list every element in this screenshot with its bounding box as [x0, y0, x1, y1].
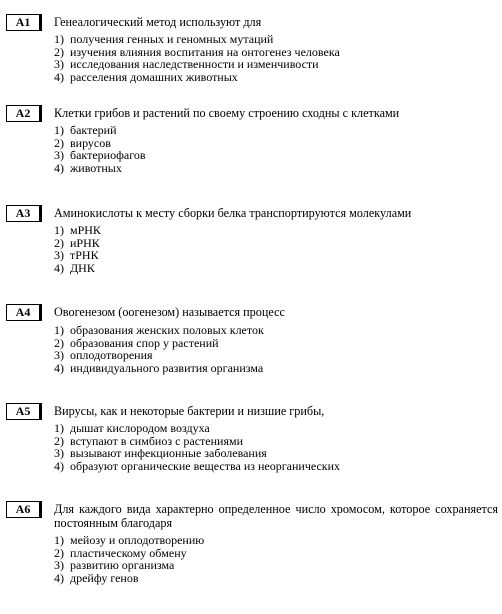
answer-option-4[interactable]: 4) животных [54, 161, 122, 176]
answer-option-1[interactable]: 1) мейозу и оплодотворению [54, 533, 205, 547]
question-number-badge: A5 [6, 403, 40, 420]
answer-option-2[interactable]: 2) пластическому обмену [54, 545, 187, 560]
answer-option-4[interactable]: 4) ДНК [54, 261, 95, 276]
answer-option-3[interactable]: 3) исследования наследственности и изменчивости [54, 57, 319, 72]
answer-option-3[interactable]: 3) оплодотворения [54, 348, 153, 363]
answer-option-1[interactable]: 1) образования женских половых клеток [54, 323, 264, 337]
answer-options [54, 33, 498, 84]
question-text: Аминокислоты к месту сборки белка транспортируются молекулами [54, 206, 412, 220]
answer-option-2[interactable]: 2) изучения влияния воспитания на онтогенез человека [54, 44, 340, 59]
answer-option-4[interactable]: 4) дрейфу генов [54, 571, 139, 586]
answer-option-1[interactable]: 1) бактерий [54, 123, 117, 137]
question-number-badge: A4 [6, 304, 40, 321]
answer-option-1[interactable]: 1) дышат кислородом воздуха [54, 421, 210, 435]
answer-options [54, 534, 498, 585]
answer-option-4[interactable]: 4) расселения домашних животных [54, 70, 238, 85]
answer-option-3[interactable]: 3) тРНК [54, 248, 99, 263]
question-number-badge: A1 [6, 14, 40, 31]
answer-option-3[interactable]: 3) бактериофагов [54, 148, 146, 163]
question-text: Генеалогический метод используют для [54, 15, 262, 29]
answer-option-3[interactable]: 3) вызывают инфекционные заболевания [54, 446, 267, 461]
question-number-badge: A3 [6, 205, 40, 222]
question-text: Вирусы, как и некоторые бактерии и низшие грибы, [54, 404, 325, 418]
question-text: Для каждого вида характерно определенное число хромосом, которое сохраняется постоянным благодаря [54, 502, 498, 530]
answer-option-1[interactable]: 1) получения генных и геномных мутаций [54, 32, 274, 46]
answer-options [54, 324, 498, 375]
answer-option-4[interactable]: 4) образуют органические вещества из неорганических [54, 459, 341, 474]
answer-option-2[interactable]: 2) образования спор у растений [54, 335, 219, 350]
answer-option-2[interactable]: 2) вирусов [54, 135, 111, 150]
answer-options [54, 124, 498, 175]
question-number-badge: A6 [6, 501, 40, 518]
answer-option-3[interactable]: 3) развитию организма [54, 558, 175, 573]
answer-options [54, 224, 498, 275]
question-text: Овогенезом (оогенезом) называется процесс [54, 305, 285, 319]
answer-option-4[interactable]: 4) индивидуального развития организма [54, 361, 264, 376]
answer-option-2[interactable]: 2) иРНК [54, 235, 100, 250]
question-text: Клетки грибов и растений по своему строению сходны с клетками [54, 106, 400, 120]
answer-option-2[interactable]: 2) вступают в симбиоз с растениями [54, 433, 244, 448]
answer-options [54, 422, 498, 473]
question-number-badge: A2 [6, 105, 40, 122]
answer-option-1[interactable]: 1) мРНК [54, 223, 101, 237]
